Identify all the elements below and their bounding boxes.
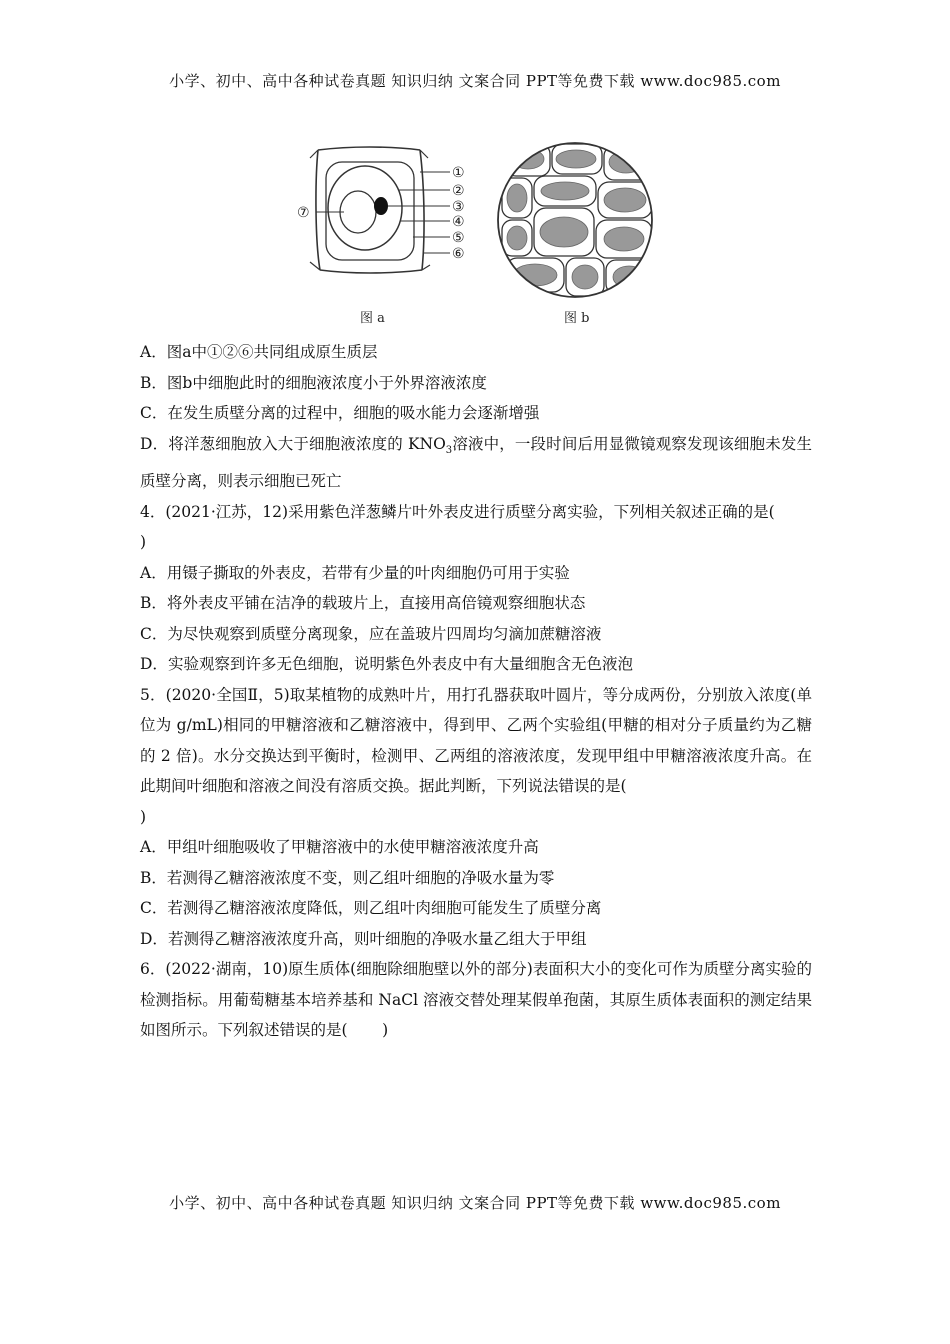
q6-stem: 6．(2022·湖南，10)原生质体(细胞除细胞壁以外的部分)表面积大小的变化可作为质壁分离实验的检测指标。用葡萄糖基本培养基和 NaCl 溶液交替处理某假单孢菌，其原生质体表面积的测定结果如图所示。下列叙述错误的是( ) bbox=[140, 960, 812, 1040]
label-4: ④ bbox=[452, 214, 465, 230]
label-2: ② bbox=[452, 183, 465, 199]
question-content bbox=[140, 337, 812, 1046]
caption-figure-b: 图 b bbox=[564, 311, 590, 326]
page-footer: 小学、初中、高中各种试卷真题 知识归纳 文案合同 PPT等免费下载 www.doc985.com bbox=[169, 1194, 781, 1212]
q4-option-a: A．用镊子撕取的外表皮，若带有少量的叶肉细胞仍可用于实验 bbox=[140, 563, 570, 582]
q4-option-c: C．为尽快观察到质壁分离现象，应在盖玻片四周均匀滴加蔗糖溶液 bbox=[140, 624, 602, 643]
q5-stem-end: ) bbox=[140, 807, 147, 826]
q5-option-b: B．若测得乙糖溶液浓度不变，则乙组叶细胞的净吸水量为零 bbox=[140, 868, 555, 887]
cell-diagram-svg bbox=[280, 140, 670, 330]
q3-option-b: B．图b中细胞此时的细胞液浓度小于外界溶液浓度 bbox=[140, 373, 487, 392]
cell-figure bbox=[280, 140, 670, 330]
figure-b-micrograph bbox=[498, 143, 658, 303]
q5-option-c: C．若测得乙糖溶液浓度降低，则乙组叶肉细胞可能发生了质壁分离 bbox=[140, 899, 602, 918]
q3-option-a: A．图a中①②⑥共同组成原生质层 bbox=[140, 343, 378, 361]
q5-stem: 5．(2020·全国Ⅱ，5)取某植物的成熟叶片，用打孔器获取叶圆片，等分成两份，分别放入浓度(单位为 g/mL)相同的甲糖溶液和乙糖溶液中，得到甲、乙两个实验组(甲糖的相对分子质量约为乙糖的 2 倍)。水分交换达到平衡时，检测甲、乙两组的溶液浓度，发现甲组中甲糖溶液浓度升高。在此期间叶细胞和溶液之间没有溶质交换。据此判断，下列说法错误的是( bbox=[140, 685, 812, 796]
q4-stem: 4．(2021·江苏，12)采用紫色洋葱鳞片叶外表皮进行质壁分离实验，下列相关叙述正确的是( bbox=[140, 502, 775, 521]
caption-figure-a: 图 a bbox=[360, 311, 385, 326]
q5-option-a: A．甲组叶细胞吸收了甲糖溶液中的水使甲糖溶液浓度升高 bbox=[140, 838, 539, 857]
page-header: 小学、初中、高中各种试卷真题 知识归纳 文案合同 PPT等免费下载 www.doc985.com bbox=[169, 72, 781, 90]
label-5: ⑤ bbox=[452, 230, 465, 246]
q4-option-b: B．将外表皮平铺在洁净的载玻片上，直接用高倍镜观察细胞状态 bbox=[140, 594, 586, 613]
label-7: ⑦ bbox=[297, 205, 310, 221]
q4-option-d: D．实验观察到许多无色细胞，说明紫色外表皮中有大量细胞含无色液泡 bbox=[140, 655, 633, 674]
q5-option-d: D．若测得乙糖溶液浓度升高，则叶细胞的净吸水量乙组大于甲组 bbox=[140, 929, 587, 948]
label-1: ① bbox=[452, 165, 465, 181]
figure-a-cell bbox=[310, 147, 430, 273]
q3-option-c: C．在发生质壁分离的过程中，细胞的吸水能力会逐渐增强 bbox=[140, 404, 540, 422]
label-6: ⑥ bbox=[452, 246, 465, 262]
q3-option-d: D．将洋葱细胞放入大于细胞液浓度的 $KNO_3$溶液中，一段时间后用显微镜观察发现该细胞未发生质壁分离，则表示细胞已死亡 bbox=[140, 434, 812, 491]
q4-stem-end: ) bbox=[140, 533, 147, 552]
label-3: ③ bbox=[452, 199, 465, 215]
